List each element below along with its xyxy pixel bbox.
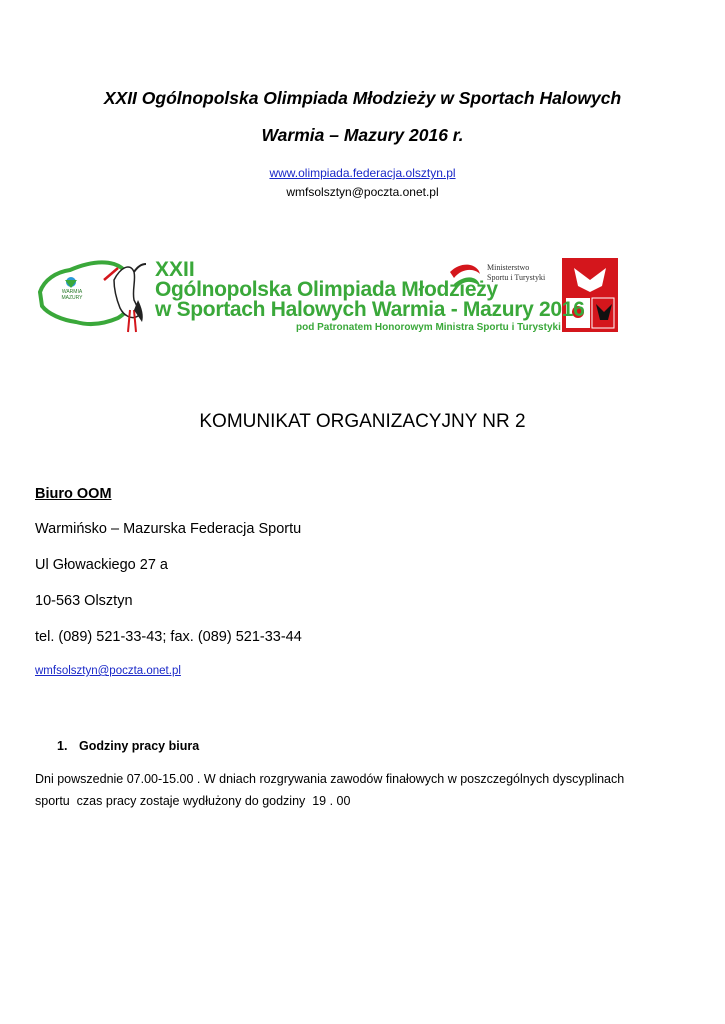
ministry-line1: Ministerstwo	[487, 263, 530, 272]
ministry-line2: Sportu i Turystyki	[487, 273, 546, 282]
office-hours-paragraph	[35, 768, 695, 812]
website-link[interactable]: www.olimpiada.federacja.olsztyn.pl	[269, 166, 456, 180]
header-email: wmfsolsztyn@poczta.onet.pl	[286, 185, 439, 199]
banner-title-olimpiada: Ogólnopolska Olimpiada Młodzieży	[155, 278, 498, 301]
ministry-name	[487, 263, 545, 283]
document-title: XXII Ogólnopolska Olimpiada Młodzieży w Sportach Halowych	[103, 88, 622, 108]
announcement-heading: KOMUNIKAT ORGANIZACYJNY NR 2	[199, 411, 526, 432]
paragraph-line1: Dni powszednie 07.00-15.00 . W dniach rozgrywania zawodów finałowych w poszczególnych dyscyplinach	[35, 772, 625, 786]
address-phone: tel. (089) 521-33-43; fax. (089) 521-33-44	[35, 629, 302, 645]
banner-subtitle: pod Patronatem Honorowym Ministra Sportu i Turystyki	[296, 322, 561, 333]
address-street: Ul Głowackiego 27 a	[35, 557, 168, 573]
office-email-link[interactable]: wmfsolsztyn@poczta.onet.pl	[35, 665, 181, 677]
region-logo-text: WARMIA MAZURY	[61, 289, 83, 301]
banner-title-sports: w Sportach Halowych Warmia - Mazury 2016	[155, 298, 585, 321]
address-organization: Warmińsko – Mazurska Federacja Sportu	[35, 521, 302, 537]
section-number: 1.	[57, 739, 68, 753]
banner-title-xxii: XXII	[155, 258, 195, 281]
paragraph-line2: sportu czas pracy zostaje wydłużony do godziny 19 . 00	[35, 794, 351, 808]
section-title: Godziny pracy biura	[79, 739, 200, 753]
document-subtitle: Warmia – Mazury 2016 r.	[261, 125, 464, 145]
office-label: Biuro OOM	[35, 486, 112, 502]
address-city: 10-563 Olsztyn	[35, 593, 133, 609]
